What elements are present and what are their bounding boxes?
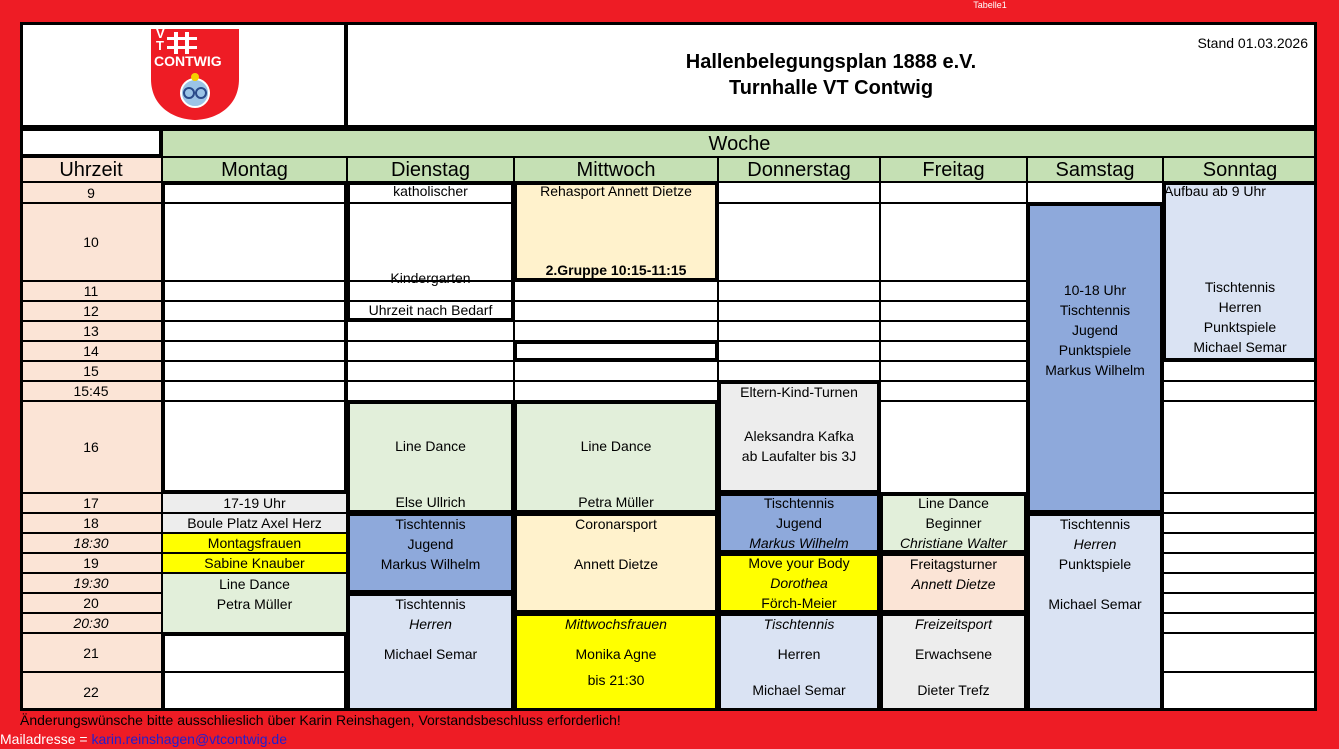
kindergarten-entry-line: Kindergarten [390,270,471,286]
time-cell-line: 22 [83,683,99,700]
samstag-tt-herren-entry-line: Michael Semar [1048,596,1142,612]
empty-slot[interactable] [718,182,880,203]
time-cell-line: 9 [87,184,95,201]
empty-slot[interactable] [514,381,718,401]
schedule-sheet [20,22,1317,711]
header-cell-line: Hallenbelegungsplan 1888 e.V. [685,51,977,73]
empty-slot[interactable] [162,203,347,281]
samstag-tt-herren-entry-line: Punktspiele [1058,556,1132,572]
coronarsport-entry-line: Coronarsport [575,516,657,532]
day-header-donnerstag-line: Donnerstag [747,158,851,181]
mail-line [0,730,287,749]
dienstag-tt-jugend-entry-line: Jugend [407,536,454,552]
time-cell-line: 12 [83,303,99,319]
time-cell-line: 17 [83,495,99,511]
freitagsturner-entry-line: Freitagsturner [909,556,998,572]
time-cell-line: 14 [83,343,99,359]
empty-slot[interactable] [514,361,718,381]
empty-slot[interactable] [162,301,347,321]
empty-slot[interactable] [718,281,880,301]
montagsfrauen-entry-line: Montagsfrauen [207,535,302,551]
empty-slot[interactable] [718,361,880,381]
empty-slot[interactable] [880,301,1027,321]
freitagsturner-entry-line: Annett Dietze [911,576,996,592]
time-cell-line: 11 [83,283,99,299]
empty-slot[interactable] [880,321,1027,341]
empty-slot[interactable] [880,401,1027,493]
time-cell-line: 20 [83,595,99,611]
mittwochsfrauen-entry [514,613,718,711]
time-cell [20,613,162,633]
montag-linedance-entry-line: Petra Müller [216,596,293,612]
empty-slot[interactable] [1027,182,1163,203]
empty-slot[interactable] [514,281,718,301]
sonntag-tt-herren-entry-line: Tischtennis [1204,279,1276,295]
sonntag-tt-herren-entry-line: Michael Semar [1193,339,1287,355]
time-cell [20,341,162,361]
kindergarten-entry-line: Uhrzeit nach Bedarf [368,302,493,318]
empty-slot[interactable] [162,341,347,361]
sheet-tab-label[interactable]: Tabelle1 [973,0,1007,10]
rehasport-entry [514,182,718,281]
empty-slot[interactable] [347,321,514,341]
time-cell-line: 13 [83,323,99,339]
dienstag-tt-jugend-entry [347,513,514,593]
freitag-linedance-entry-line: Beginner [925,515,982,531]
donnerstag-tt-jugend-entry-line: Jugend [776,515,822,531]
mittwoch-linedance-entry [514,401,718,513]
dienstag-tt-jugend-entry-line: Markus Wilhelm [380,556,481,572]
header-cell [345,22,1317,128]
day-header-dienstag-line: Dienstag [391,158,470,181]
samstag-tt-jugend-entry [1027,203,1163,513]
header-cell-line: Turnhalle VT Contwig [728,77,934,99]
samstag-tt-jugend-entry-line: Jugend [1072,322,1118,338]
sonntag-tt-herren-entry-line: Punktspiele [1203,319,1277,335]
time-cell [20,203,162,281]
empty-slot[interactable] [880,341,1027,361]
logo-cell [20,22,347,128]
kindergarten-entry [347,182,514,321]
time-cell-line: 18:30 [73,535,109,551]
time-cell [20,361,162,381]
empty-slot[interactable] [1163,593,1317,613]
day-header-sonntag-line: Sonntag [1202,158,1278,181]
uhrzeit-header-line: Uhrzeit [59,158,123,181]
time-cell-line: 15:45 [73,383,109,399]
empty-slot[interactable] [162,633,347,672]
empty-slot[interactable] [514,301,718,321]
rehasport-entry-line: Rehasport Annett Dietze [540,183,692,199]
day-header-donnerstag [718,157,880,182]
empty-slot[interactable] [1163,573,1317,593]
samstag-tt-herren-entry [1027,513,1163,711]
montagsfrauen-trainer-line: Sabine Knauber [204,555,305,571]
empty-slot[interactable] [1163,633,1317,672]
time-cell [20,381,162,401]
dienstag-tt-herren-entry-line: Herren [409,616,452,632]
day-header-samstag [1027,157,1163,182]
empty-slot[interactable] [514,341,718,361]
time-cell [20,321,162,341]
time-cell [20,553,162,573]
empty-slot[interactable] [1163,533,1317,553]
donnerstag-tt-jugend-entry [718,493,880,553]
samstag-tt-jugend-entry-line: Markus Wilhelm [1045,362,1145,378]
day-header-freitag [880,157,1027,182]
empty-slot[interactable] [162,672,347,711]
woche-header [162,130,1317,157]
samstag-tt-jugend-entry-line: 10-18 Uhr [1063,282,1127,298]
dienstag-tt-herren-entry-line: Michael Semar [383,646,478,662]
day-header-mittwoch [514,157,718,182]
day-header-montag [162,157,347,182]
time-cell-line: 19 [83,555,99,571]
freizeitsport-entry [880,613,1027,711]
change-request-note: Änderungswünsche bitte ausschlieslich über Karin Reinshagen, Vorstandsbeschluss erforderlich! [20,712,621,728]
empty-slot[interactable] [1163,381,1317,401]
empty-slot[interactable] [162,401,347,493]
empty-slot[interactable] [880,281,1027,301]
kindergarten-entry-line: katholischer [393,183,468,199]
boule-entry-line: 17-19 Uhr [223,495,286,511]
empty-slot[interactable] [718,341,880,361]
empty-slot[interactable] [880,182,1027,203]
empty-slot[interactable] [880,203,1027,281]
dienstag-tt-herren-entry-line: Tischtennis [395,596,466,612]
time-cell [20,513,162,533]
day-header-montag-line: Montag [221,158,288,181]
logo-letter-t: T [156,38,164,53]
freizeitsport-entry-line: Freizeitsport [914,616,993,632]
empty-slot[interactable] [718,321,880,341]
eltern-kind-turnen-entry-line: Eltern-Kind-Turnen [740,384,858,400]
montagsfrauen-entry [162,533,347,553]
time-cell [20,533,162,553]
freizeitsport-entry-line: Erwachsene [914,646,993,662]
dienstag-linedance-entry-line: Line Dance [395,438,466,454]
freizeitsport-entry-line: Dieter Trefz [917,682,990,698]
empty-slot[interactable] [162,361,347,381]
time-cell [20,672,162,711]
eltern-kind-turnen-entry-line: Aleksandra Kafka [744,428,854,444]
mittwoch-linedance-entry-line: Line Dance [580,438,652,454]
freitag-linedance-entry-line: Christiane Walter [899,535,1008,551]
donnerstag-tt-jugend-entry-line: Tischtennis [763,495,835,511]
empty-slot[interactable] [1163,513,1317,533]
freitag-linedance-entry-line: Line Dance [918,495,989,511]
empty-slot[interactable] [347,381,514,401]
samstag-tt-herren-entry-line: Tischtennis [1059,516,1131,532]
time-cell [20,633,162,672]
mittwochsfrauen-entry-line: Monika Agne [575,646,657,662]
stand-date: Stand 01.03.2026 [1197,35,1308,51]
boule-entry [162,493,347,513]
empty-slot[interactable] [1163,401,1317,493]
donnerstag-tt-herren-entry-line: Tischtennis [763,616,835,632]
donnerstag-tt-jugend-entry-line: Markus Wilhelm [749,535,849,551]
rehasport-entry-line: 2.Gruppe 10:15-11:15 [545,262,687,278]
time-cell [20,301,162,321]
boule-entry-cont [162,513,347,533]
empty-slot[interactable] [718,203,880,281]
mittwochsfrauen-entry-line: Mittwochsfrauen [565,616,667,632]
empty-slot[interactable] [162,281,347,301]
empty-slot[interactable] [1163,613,1317,633]
time-cell-line: 15 [83,363,99,379]
empty-slot[interactable] [1163,493,1317,513]
logo-text: CONTWIG [154,53,222,69]
empty-slot[interactable] [880,361,1027,381]
day-header-mittwoch-line: Mittwoch [576,158,656,181]
time-cell [20,593,162,613]
time-cell-line: 21 [83,644,99,661]
dienstag-linedance-entry [347,401,514,513]
empty-slot[interactable] [162,182,347,203]
time-cell-line: 16 [83,439,99,455]
montag-linedance-entry-line: Line Dance [219,576,290,592]
time-cell [20,401,162,493]
time-cell-line: 20:30 [73,615,109,631]
move-your-body-entry-line: Förch-Meier [761,595,837,611]
day-header-sonntag [1163,157,1317,182]
empty-slot[interactable] [1163,553,1317,573]
woche-header-line: Woche [708,132,771,155]
mittwochsfrauen-entry-line: bis 21:30 [587,672,645,688]
empty-slot[interactable] [1163,672,1317,711]
eltern-kind-turnen-entry [718,381,880,493]
empty-slot[interactable] [162,381,347,401]
freitag-linedance-entry [880,493,1027,553]
mail-label: Mailadresse = [0,731,92,747]
time-cell [20,493,162,513]
montagsfrauen-trainer [162,553,347,573]
move-your-body-entry-line: Dorothea [770,575,828,591]
time-cell-line: 18 [83,515,99,531]
day-header-dienstag [347,157,514,182]
freitagsturner-entry [880,553,1027,613]
logo-letter-v: V [156,26,165,41]
empty-slot[interactable] [514,321,718,341]
move-your-body-entry [718,553,880,613]
donnerstag-tt-herren-entry-line: Michael Semar [752,682,846,698]
empty-slot[interactable] [880,381,1027,401]
coronarsport-entry-line: Annett Dietze [573,556,659,572]
dienstag-tt-jugend-entry-line: Tischtennis [395,516,466,532]
uhrzeit-header [20,157,162,182]
samstag-tt-jugend-entry-line: Tischtennis [1059,302,1131,318]
mittwoch-linedance-entry-line: Petra Müller [578,494,654,510]
time-cell [20,182,162,203]
empty-slot[interactable] [347,361,514,381]
donnerstag-tt-herren-entry-line: Herren [777,646,821,662]
sonntag-tt-herren-entry-line: Aufbau ab 9 Uhr [1164,183,1266,199]
mail-address-link[interactable]: karin.reinshagen@vtcontwig.de [91,731,287,747]
samstag-tt-herren-entry-line: Herren [1073,536,1117,552]
dienstag-linedance-entry-line: Else Ullrich [395,494,466,510]
empty-slot[interactable] [718,301,880,321]
time-cell [20,573,162,593]
montag-linedance-entry [162,573,347,633]
empty-slot[interactable] [347,341,514,361]
sonntag-tt-herren-entry [1163,182,1317,361]
move-your-body-entry-line: Move your Body [748,555,850,571]
samstag-tt-jugend-entry-line: Punktspiele [1058,342,1132,358]
donnerstag-tt-herren-entry [718,613,880,711]
empty-slot[interactable] [1163,361,1317,381]
time-cell [20,281,162,301]
time-cell-line: 19:30 [73,575,109,591]
sonntag-tt-herren-entry-line: Herren [1218,299,1262,315]
time-cell-line: 10 [83,234,99,250]
day-header-samstag-line: Samstag [1055,158,1135,181]
boule-entry-cont-line: Boule Platz Axel Herz [187,515,322,531]
blank-header-cell [20,128,162,157]
dienstag-tt-herren-entry [347,593,514,711]
eltern-kind-turnen-entry-line: ab Laufalter bis 3J [741,448,857,464]
empty-slot[interactable] [162,321,347,341]
day-header-freitag-line: Freitag [922,158,985,181]
coronarsport-entry [514,513,718,613]
